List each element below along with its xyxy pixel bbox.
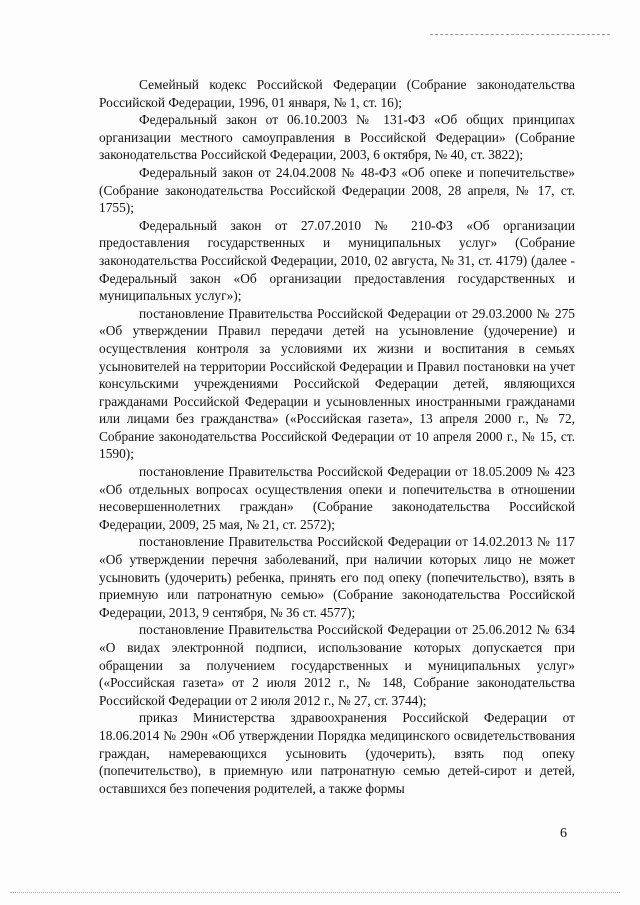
- scan-artifact-bottom: [10, 892, 620, 893]
- paragraph-law-131: Федеральный закон от 06.10.2003 № 131-ФЗ «Об общих принципах организации местного самоуправления в Российской Федерации» (Собрание законодательства Российской Федерации, 2003, 6 октября, № 40, ст. 3822);: [99, 112, 575, 163]
- document-body: [99, 76, 575, 797]
- page-number: 6: [560, 826, 567, 841]
- paragraph-family-code: Семейный кодекс Российской Федерации (Собрание законодательства Российской Федерации, 1996, 01 января, № 1, ст. 16);: [99, 77, 575, 110]
- paragraph-law-48: Федеральный закон от 24.04.2008 № 48-ФЗ «Об опеке и попечительстве» (Собрание законодательства Российской Федерации 2008, 28 апреля, № 17, ст. 1755);: [99, 164, 575, 216]
- paragraph-decree-634: постановление Правительства Российской Федерации от 25.06.2012 № 634 «О видах электронной подписи, использование которых допускается при обращении за получением государственных и муниципальных услуг» («Российская газета» от 2 июля 2012 г., № 148, Собрание законодательства Российской Федерации от 2 июля 2012 г., № 27, ст. 3744);: [99, 622, 575, 708]
- paragraph-decree-117: постановление Правительства Российской Федерации от 14.02.2013 № 117 «Об утверждении перечня заболеваний, при наличии которых лицо не может усыновить (удочерить) ребенка, принять его под опеку (попечительство), взять в приемную или патронатную семью» (Собрание законодательства Российской Федерации, 2013, 9 сентября, № 36 ст. 4577);: [99, 534, 575, 620]
- paragraph-decree-423: постановление Правительства Российской Федерации от 18.05.2009 № 423 «Об отдельных вопросах осуществления опеки и попечительства в отношении несовершеннолетних граждан» (Собрание законодательства Российской Федерации, 2009, 25 мая, № 21, ст. 2572);: [99, 464, 575, 532]
- paragraph-decree-275: постановление Правительства Российской Федерации от 29.03.2000 № 275 «Об утверждении Правил передачи детей на усыновление (удочерение) и осуществления контроля за условиями их жизни и воспитания в семьях усыновителей на территории Российской Федерации и Правил постановки на учет консульскими учреждениями Российской Федерации детей, являющихся гражданами Российской Федерации и усыновленных иностранными гражданами или лицами без гражданства» («Российская газета», 13 апреля 2000 г., № 72, Собрание законодательства Российской Федерации от 10 апреля 2000 г., № 15, ст. 1590);: [99, 305, 575, 462]
- scan-artifact-top: [430, 34, 610, 35]
- paragraph-order-290n: приказ Министерства здравоохранения Российской Федерации от 18.06.2014 № 290н «Об утверждении Порядка медицинского освидетельствования граждан, намеревающихся усыновить (удочерить), взять под опеку (попечительство), в приемную или патронатную семью детей-сирот и детей, оставшихся без попечения родителей, а также формы: [99, 710, 575, 796]
- paragraph-law-210: Федеральный закон от 27.07.2010 № 210-ФЗ «Об организации предоставления государственных и муниципальных услуг» (Собрание законодательства Российской Федерации, 2010, 02 августа, № 31, ст. 4179) (далее - Федеральный закон «Об организации предоставления государственных и муниципальных услуг»);: [99, 217, 575, 304]
